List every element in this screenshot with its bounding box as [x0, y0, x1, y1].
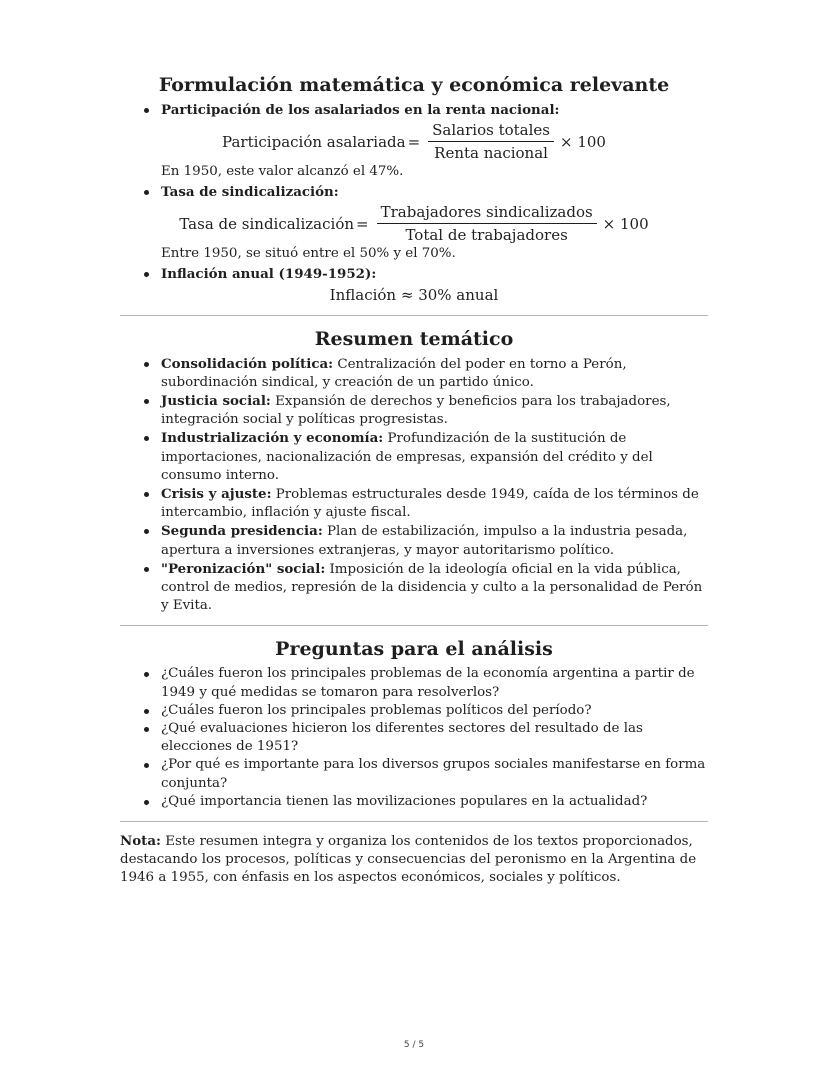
list-item — [120, 392, 708, 429]
section-title-formulas: Formulación matemática y económica relevante — [158, 74, 670, 96]
item-label: Crisis y ajuste: — [161, 486, 272, 503]
item-label: Segunda presidencia: — [161, 523, 323, 540]
bullet-icon — [144, 108, 149, 113]
summary-list — [120, 355, 708, 616]
formula-equals: = — [356, 214, 369, 233]
list-item — [120, 793, 708, 811]
item-text: Profundización de la sustitución de importaciones, nacionalización de empresas, expansión del crédito y del consumo interno. — [161, 431, 653, 483]
item-label: Inflación anual (1949-1952): — [161, 266, 377, 283]
list-item — [120, 702, 708, 720]
section-title-summary: Resumen temático — [314, 327, 514, 350]
list-item — [120, 183, 708, 263]
formula-lhs: Participación asalariada — [222, 132, 406, 151]
question-text: ¿Qué importancia tienen las movilizaciones populares en la actualidad? — [161, 793, 648, 809]
list-item — [120, 756, 708, 792]
bullet-icon — [144, 272, 149, 277]
page-content — [120, 72, 708, 888]
formula-lhs: Tasa de sindicalización — [179, 214, 355, 233]
bullet-icon — [144, 567, 149, 572]
section-title-questions: Preguntas para el análisis — [275, 638, 553, 661]
item-label: Tasa de sindicalización: — [161, 184, 339, 201]
section-summary — [120, 326, 708, 616]
bullet-icon — [144, 800, 149, 805]
list-item — [120, 101, 708, 181]
formula-equals: = — [407, 132, 421, 151]
section-divider — [120, 821, 708, 822]
item-note: En 1950, este valor alcanzó el 47%. — [161, 164, 404, 180]
formula-numerator: Salarios totales — [428, 121, 554, 142]
question-text: ¿Cuáles fueron los principales problemas de la economía argentina a partir de 1949 y qué medidas se tomaron para resolverlos? — [161, 666, 695, 700]
item-text: Plan de estabilización, impulso a la industria pesada, apertura a inversiones extranjeras, y mayor autoritarismo político. — [161, 524, 688, 558]
bullet-icon — [144, 362, 149, 367]
bullet-icon — [144, 492, 149, 497]
item-text: Problemas estructurales desde 1949, caída de los términos de intercambio, inflación y ajuste fiscal. — [161, 487, 699, 521]
list-item — [120, 485, 708, 522]
bullet-icon — [144, 672, 149, 677]
formula-denominator: Renta nacional — [434, 144, 548, 163]
formula-list — [120, 101, 708, 305]
bullet-icon — [144, 709, 149, 714]
item-note: Entre 1950, se situó entre el 50% y el 70%. — [161, 246, 456, 262]
list-item — [120, 355, 708, 392]
bullet-icon — [144, 436, 149, 441]
bullet-icon — [144, 763, 149, 768]
item-label: Justicia social: — [161, 393, 271, 410]
question-text: ¿Qué evaluaciones hicieron los diferentes sectores del resultado de las elecciones de 1951? — [161, 721, 643, 755]
item-label: Industrialización y economía: — [161, 430, 384, 447]
questions-list — [120, 665, 708, 811]
question-text: ¿Cuáles fueron los principales problemas políticos del período? — [161, 702, 592, 718]
formula-multiplier: × 100 — [559, 132, 606, 151]
bullet-icon — [144, 190, 149, 195]
item-label: Consolidación política: — [161, 355, 334, 372]
formula-numerator: Trabajadores sindicalizados — [377, 203, 597, 224]
note-text: Este resumen integra y organiza los contenidos de los textos proporcionados, destacando los procesos, políticas y consecuencias del peronismo en la Argentina de 1946 a 1955, con énfasis en los aspectos económicos, sociales y políticos. — [120, 834, 697, 886]
item-text: Expansión de derechos y beneficios para los trabajadores, integración social y políticas progresistas. — [161, 394, 671, 428]
formula-fraction — [428, 121, 554, 162]
page-number: 5 / 5 — [403, 1040, 425, 1050]
formula-fraction — [377, 203, 597, 244]
list-item — [120, 265, 708, 304]
item-text: Centralización del poder en torno a Perón, subordinación sindical, y creación de un partido único. — [161, 356, 627, 390]
bullet-icon — [144, 529, 149, 534]
bullet-icon — [144, 399, 149, 404]
list-item — [120, 429, 708, 485]
formula-denominator: Total de trabajadores — [405, 226, 568, 245]
section-questions — [120, 636, 708, 811]
item-label: "Peronización" social: — [161, 560, 326, 577]
bullet-icon — [144, 727, 149, 732]
formula-unionization — [120, 202, 708, 245]
item-label: Participación de los asalariados en la renta nacional: — [161, 102, 560, 118]
section-divider — [120, 315, 708, 316]
note-label: Nota: — [120, 833, 161, 850]
formula-inflation: Inflación ≈ 30% anual — [329, 285, 499, 304]
section-divider — [120, 625, 708, 626]
formula-wage-share — [120, 120, 708, 163]
list-item — [120, 560, 708, 616]
formula-multiplier: × 100 — [602, 214, 649, 233]
list-item — [120, 522, 708, 559]
question-text: ¿Por qué es importante para los diversos grupos sociales manifestarse en forma conjunta? — [161, 757, 706, 791]
list-item — [120, 720, 708, 756]
item-text: Imposición de la ideología oficial en la vida pública, control de medios, represión de la disidencia y culto a la personalidad de Perón y Evita. — [161, 561, 703, 614]
closing-note — [120, 832, 708, 888]
section-formulas — [120, 72, 708, 305]
list-item — [120, 665, 708, 701]
